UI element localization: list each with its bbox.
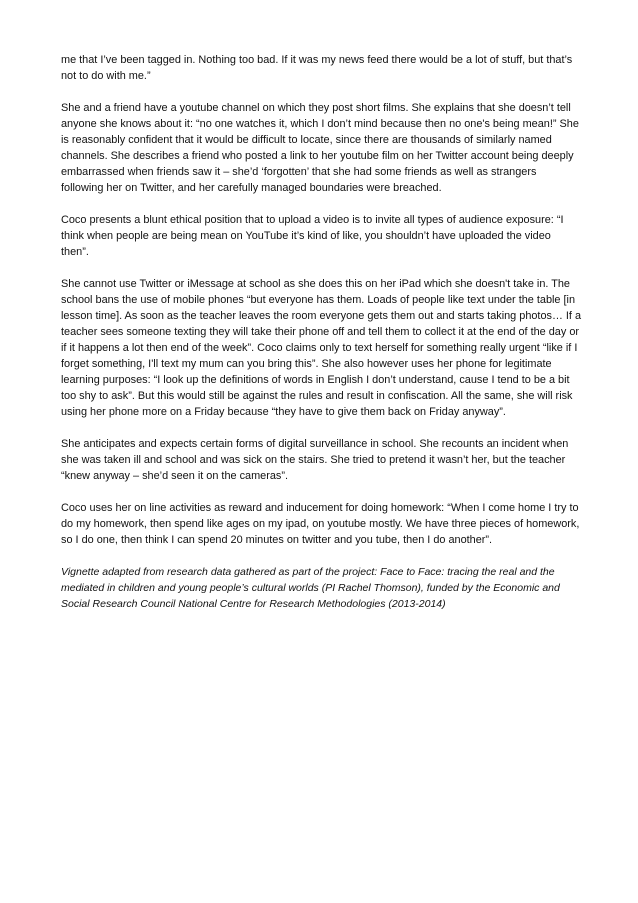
paragraph-youtube-channel: She and a friend have a youtube channel on which they post short films. She explains that she doesn’t tell anyone she knows about it: “no one watches it, which I don’t mind because then no one's being mean!” She is reasonably confident that it would be difficult to locate, since there are thousands of similarly named channels. She describes a friend who posted a link to her youtube film on her Twitter account being deeply embarrassed when friends saw it – she’d ‘forgotten’ that she had some friends as well as strangers following her on Twitter, and her carefully managed boundaries were breached. bbox=[61, 102, 579, 194]
paragraph-school-phones: She cannot use Twitter or iMessage at school as she does this on her iPad which she doesn't take in. The school bans the use of mobile phones “but everyone has them. Loads of people like text under the table [in lesson time]. As soon as the teacher leaves the room everyone gets them out and starts taking photos… If a teacher sees someone texting they will take their phone off and tell them to collect it at the end of the day or if it happens a lot then end of the week”. Coco claims only to text herself for something really urgent “like if I forget something, I'll text my mum can you bring this”. She also however uses her phone for legitimate learning purposes: “I look up the definitions of words in English I don’t understand, cause I tend to be a bit too shy to ask”. But this would still be against the rules and result in confiscation. All the same, she will risk using her phone more on a Friday because “they have to give them back on Friday anyway”. bbox=[61, 278, 582, 418]
paragraph-ethical-position: Coco presents a blunt ethical position that to upload a video is to invite all types of audience exposure: “I think when people are being mean on YouTube it’s kind of like, you shouldn’t have uploaded the video then”. bbox=[61, 214, 564, 258]
paragraph-tagged: me that I’ve been tagged in. Nothing too bad. If it was my news feed there would be a lot of stuff, but that’s not to do with me.” bbox=[61, 54, 573, 82]
footnote-citation: Vignette adapted from research data gathered as part of the project: Face to Face: tracing the real and the mediated in children and young people’s cultural worlds (PI Rachel Thomson), funded by the Economic and Social Research Council National Centre for Research Methodologies (2013-2014) bbox=[61, 566, 560, 610]
paragraph-surveillance: She anticipates and expects certain forms of digital surveillance in school. She recounts an incident when she was taken ill and school and was sick on the stairs. She tried to pretend it wasn’t her, but the teacher “knew anyway – she’d seen it on the cameras”. bbox=[61, 438, 569, 482]
paragraph-homework: Coco uses her on line activities as reward and inducement for doing homework: “When I come home I try to do my homework, then spend like ages on my ipad, on youtube mostly. We have three pieces of homework, so I do one, then think I can spend 20 minutes on twitter and you tube, then I do another”. bbox=[61, 502, 580, 546]
document-page bbox=[61, 52, 581, 612]
